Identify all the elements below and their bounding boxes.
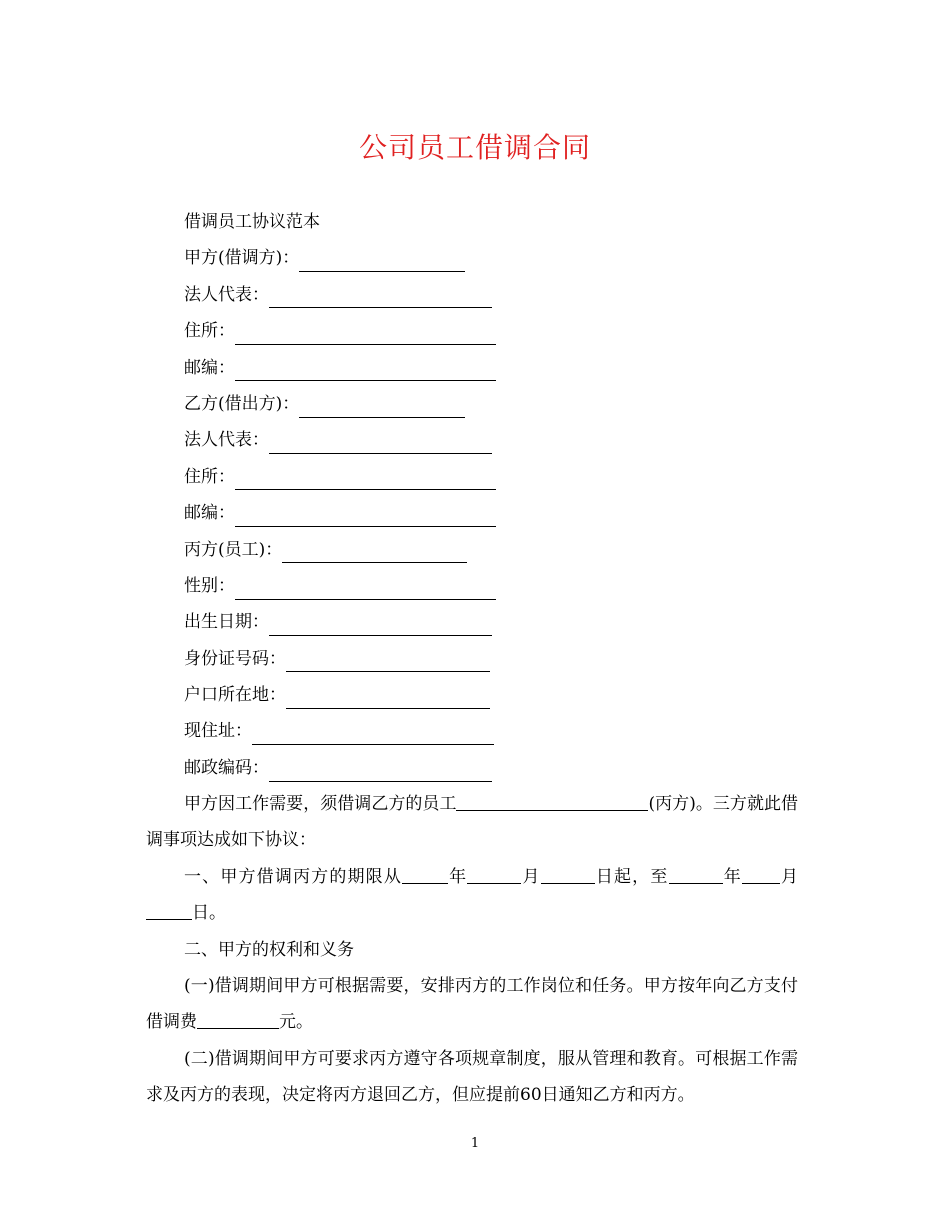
paragraph-clause-two: (二)借调期间甲方可要求丙方遵守各项规章制度，服从管理和教育。可根据工作需求及丙方的表现，决定将丙方退回乙方，但应提前60日通知乙方和丙方。 — [146, 1049, 798, 1106]
fill-in-blank[interactable] — [299, 395, 465, 418]
subtitle-line — [184, 204, 804, 240]
field-label: 法人代表： — [184, 284, 269, 305]
field-party-b-address — [184, 459, 804, 495]
field-label: 邮编： — [184, 503, 235, 524]
field-current-address — [184, 713, 804, 749]
fill-in-blank[interactable] — [269, 431, 492, 454]
field-birth-date — [184, 604, 804, 640]
field-party-a-legal-rep — [184, 277, 804, 313]
paragraph-clause-one — [146, 968, 798, 1041]
paragraph-text: 年 — [722, 867, 742, 887]
fill-in-blank[interactable] — [235, 577, 496, 600]
fill-in-blank[interactable] — [252, 722, 494, 745]
paragraph-term — [146, 859, 798, 932]
fill-in-blank[interactable] — [269, 759, 492, 782]
field-label: 邮政编码： — [184, 757, 269, 778]
paragraph-text: 月 — [779, 867, 799, 887]
field-gender — [184, 568, 804, 604]
fill-in-blank[interactable] — [146, 899, 192, 920]
fill-in-blank[interactable] — [402, 863, 448, 884]
field-party-b-postcode — [184, 495, 804, 531]
paragraph-text: (丙方)。三方就此借调事项达成如下协议： — [146, 794, 799, 851]
fill-in-blank[interactable] — [235, 358, 496, 381]
fill-in-blank[interactable] — [299, 249, 465, 272]
field-label: 身份证号码： — [184, 648, 286, 669]
fill-in-blank[interactable] — [235, 467, 496, 490]
fill-in-blank[interactable] — [269, 285, 492, 308]
fill-in-blank[interactable] — [269, 613, 492, 636]
field-party-a-postcode — [184, 350, 804, 386]
fill-in-blank[interactable] — [282, 540, 467, 563]
field-label: 法人代表： — [184, 430, 269, 451]
field-label: 邮编： — [184, 357, 235, 378]
field-party-b-legal-rep — [184, 422, 804, 458]
field-label: 丙方(员工)： — [184, 539, 283, 560]
paragraph-text: (一)借调期间甲方可根据需要，安排丙方的工作岗位和任务。甲方按年向乙方支付借调费 — [146, 976, 798, 1033]
field-id-number — [184, 641, 804, 677]
field-party-c — [184, 532, 804, 568]
field-party-a-address — [184, 313, 804, 349]
paragraph-intro — [146, 786, 798, 859]
fill-in-blank[interactable] — [541, 863, 595, 884]
fill-in-blank[interactable] — [456, 790, 648, 811]
fill-in-blank[interactable] — [197, 1008, 279, 1029]
paragraph-text: 甲方因工作需要，须借调乙方的员工 — [184, 794, 457, 814]
field-label: 住所： — [184, 321, 235, 342]
fill-in-blank[interactable] — [286, 649, 490, 672]
paragraph-section-two-heading: 二、甲方的权利和义务 — [184, 940, 354, 960]
fill-in-blank[interactable] — [286, 686, 490, 709]
party-info-list — [184, 204, 804, 786]
field-label: 乙方(借出方)： — [184, 393, 300, 414]
paragraph-text: 日起，至 — [594, 867, 669, 887]
fill-in-blank[interactable] — [467, 863, 521, 884]
paragraph-text: 月 — [521, 867, 541, 887]
document-subtitle: 借调员工协议范本 — [184, 212, 320, 232]
fill-in-blank[interactable] — [669, 863, 723, 884]
field-postal-code — [184, 750, 804, 786]
field-label: 住所： — [184, 466, 235, 487]
field-household-registration — [184, 677, 804, 713]
field-label: 现住址： — [184, 721, 252, 742]
paragraph-text: 元。 — [279, 1012, 313, 1033]
field-party-b — [184, 386, 804, 422]
document-title: 公司员工借调合同 — [358, 131, 591, 164]
fill-in-blank[interactable] — [235, 322, 496, 345]
field-label: 性别： — [184, 575, 235, 596]
page-number: 1 — [470, 1136, 480, 1151]
paragraph-text: 年 — [448, 867, 468, 887]
fill-in-blank[interactable] — [235, 504, 496, 527]
fill-in-blank[interactable] — [742, 863, 780, 884]
paragraph-text: 日。 — [192, 903, 226, 924]
field-label: 户口所在地： — [184, 685, 286, 706]
field-label: 出生日期： — [184, 612, 269, 633]
field-party-a — [184, 240, 804, 276]
field-label: 甲方(借调方)： — [184, 248, 300, 269]
paragraph-text: 一、甲方借调丙方的期限从 — [184, 867, 402, 887]
